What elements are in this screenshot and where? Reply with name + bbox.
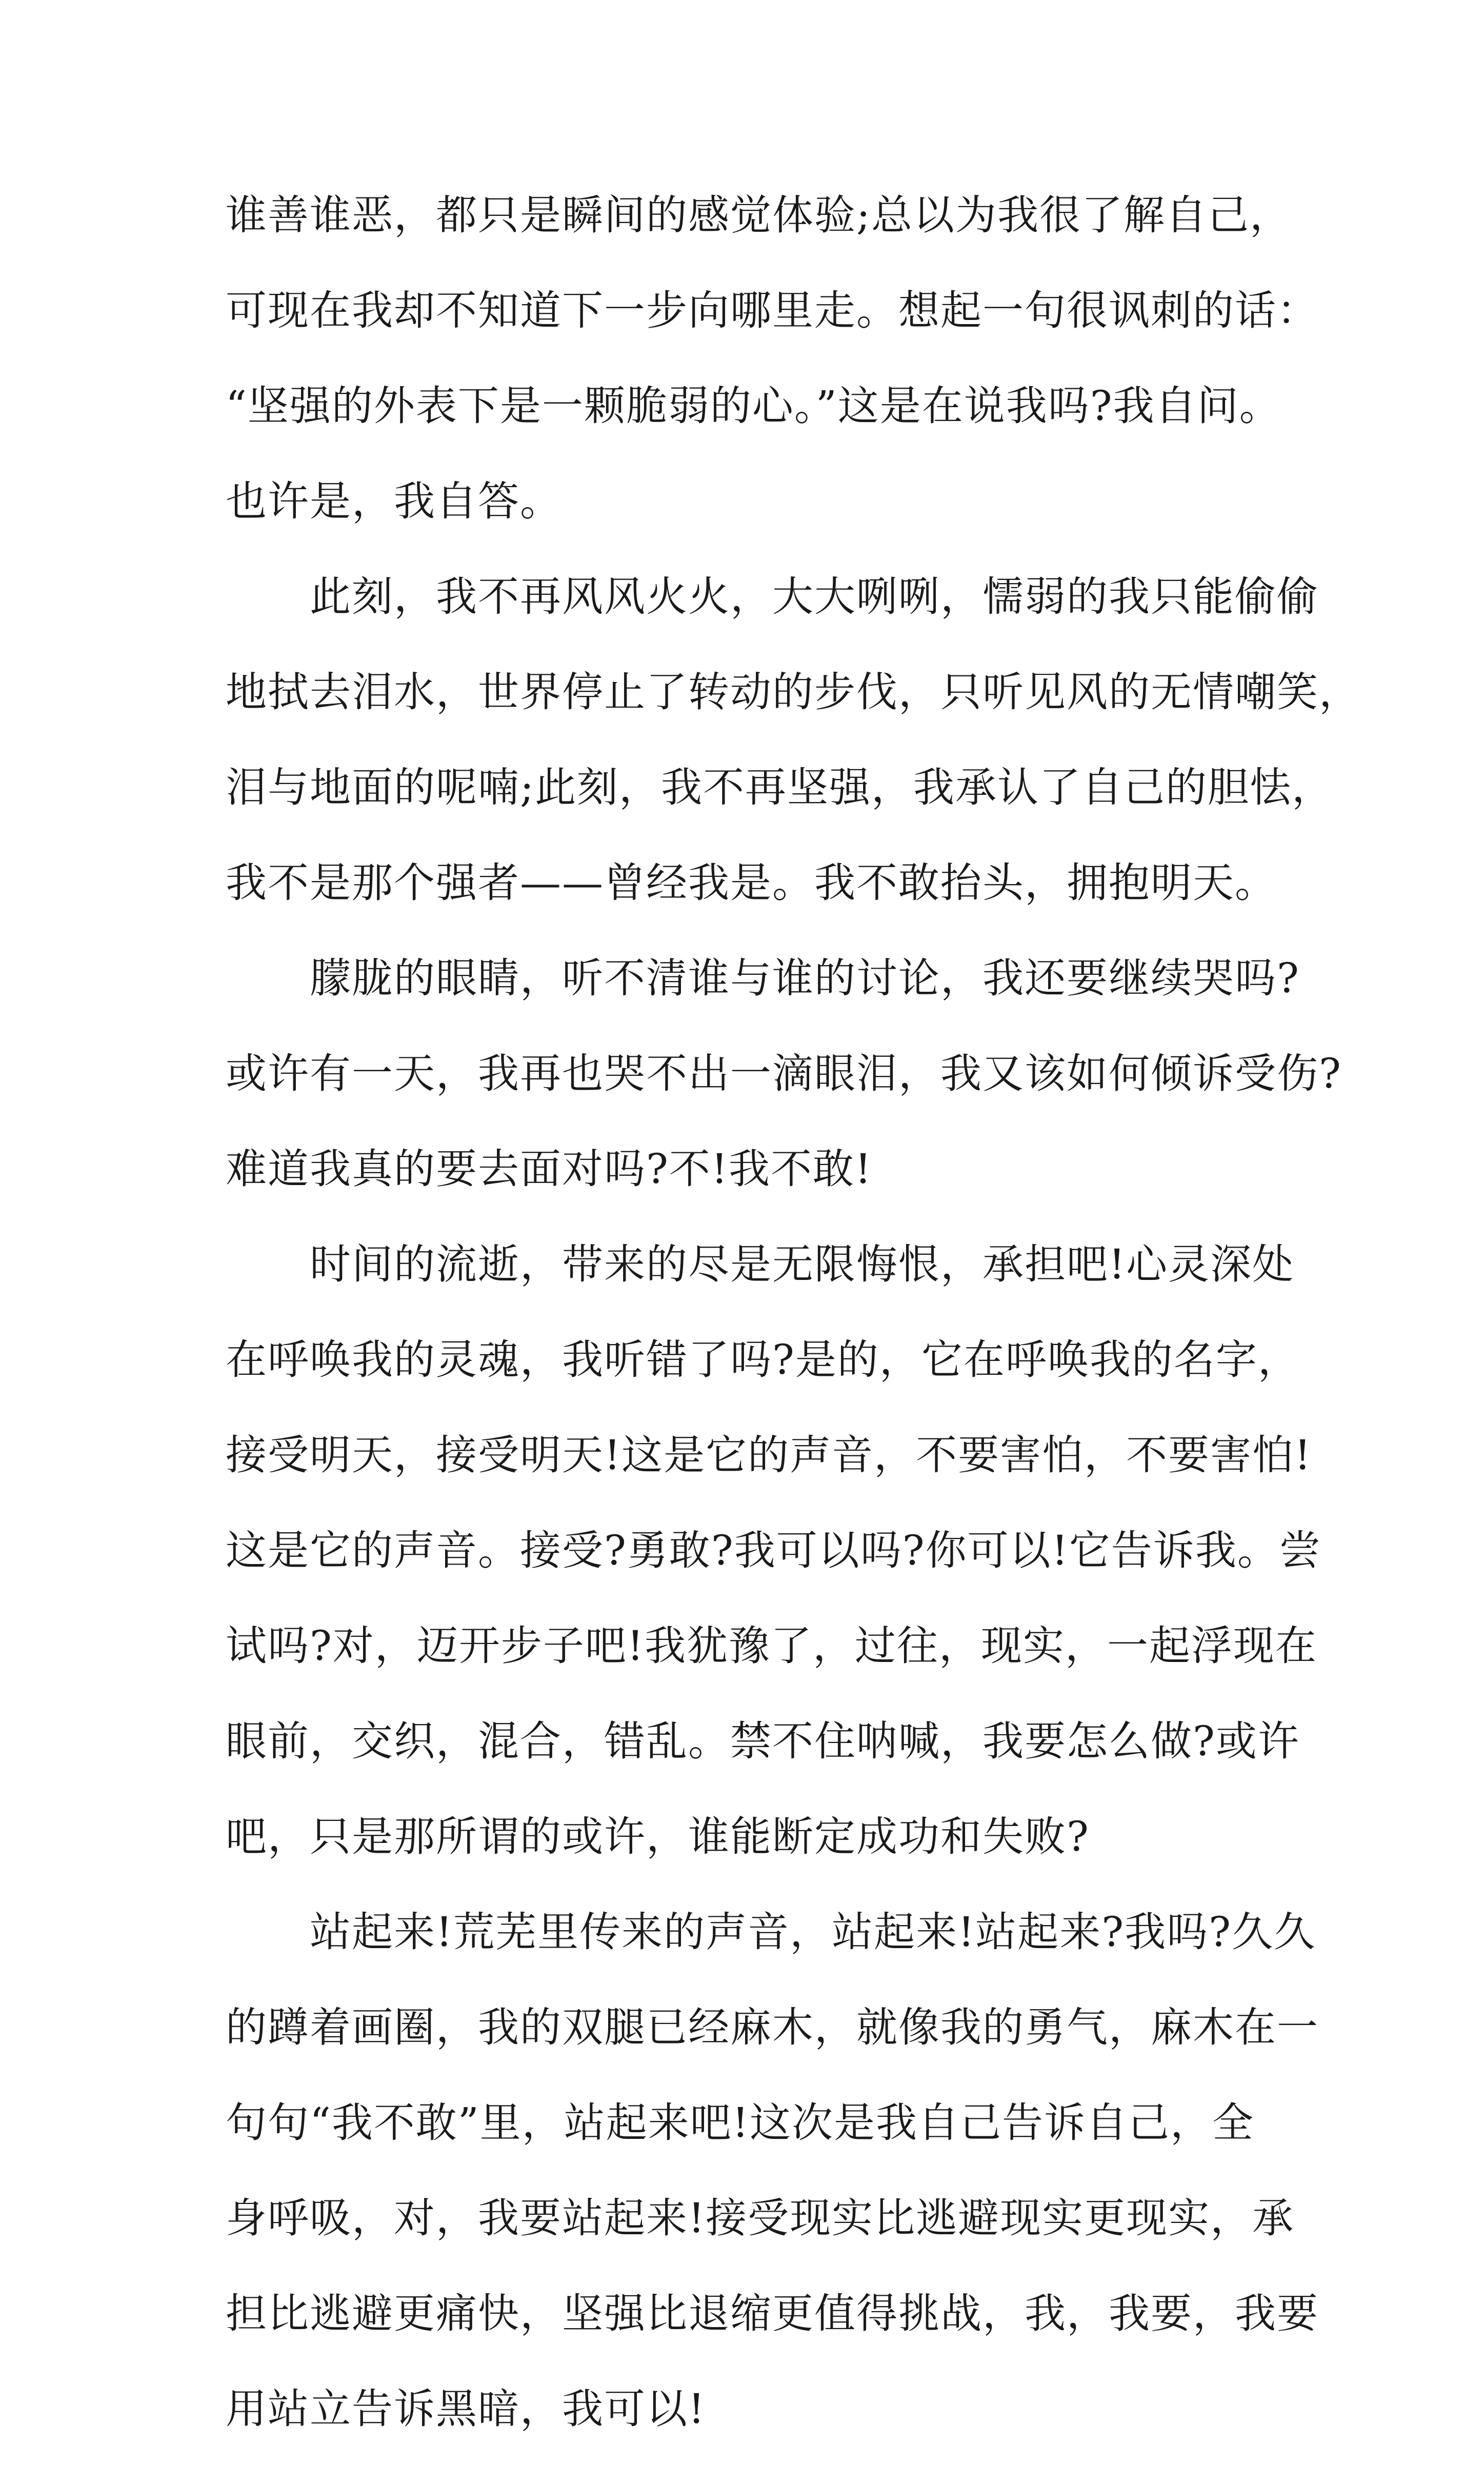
text-line: 也许是，我自答。 (226, 477, 562, 525)
text-line: 的蹲着画圈，我的双腿已经麻木，就像我的勇气，麻木在一 (226, 2004, 1319, 2051)
text-line: 时间的流逝，带来的尽是无限悔恨，承担吧!心灵深处 (226, 1240, 1295, 1288)
text-line: 眼前，交织，混合，错乱。禁不住呐喊，我要怎么做?或许 (226, 1717, 1300, 1765)
text-line: 句句“我不敢”里，站起来吧!这次是我自己告诉自己，全 (226, 2099, 1254, 2147)
document-body (226, 191, 1361, 2484)
text-line: 此刻，我不再风风火火，大大咧咧，懦弱的我只能偷偷 (226, 573, 1319, 620)
text-line: 在呼唤我的灵魂，我听错了吗?是的，它在呼唤我的名字， (226, 1336, 1300, 1384)
text-line: 泪与地面的呢喃;此刻，我不再坚强，我承认了自己的胆怯， (226, 764, 1334, 811)
text-line: 我不是那个强者——曾经我是。我不敢抬头，拥抱明天。 (226, 859, 1277, 907)
text-line: 站起来!荒芜里传来的声音，站起来!站起来?我吗?久久 (226, 1908, 1316, 1956)
text-line: 身呼吸，对，我要站起来!接受现实比逃避现实更现实，承 (226, 2194, 1295, 2242)
text-line: 这是它的声音。接受?勇敢?我可以吗?你可以!它告诉我。尝 (226, 1527, 1321, 1574)
text-line: 难道我真的要去面对吗?不!我不敢! (226, 1145, 873, 1193)
text-line: 试吗?对，迈开步子吧!我犹豫了，过往，现实，一起浮现在 (226, 1622, 1318, 1670)
text-line: 或许有一天，我再也哭不出一滴眼泪，我又该如何倾诉受伤? (226, 1050, 1342, 1097)
text-line: 地拭去泪水，世界停止了转动的步伐，只听见风的无情嘲笑， (226, 668, 1361, 716)
text-line: 朦胧的眼睛，听不清谁与谁的讨论，我还要继续哭吗? (226, 954, 1300, 1002)
text-line: 接受明天，接受明天!这是它的声音，不要害怕，不要害怕! (226, 1431, 1312, 1479)
text-line: 吧，只是那所谓的或许，谁能断定成功和失败? (226, 1813, 1090, 1860)
text-line: 谁善谁恶，都只是瞬间的感觉体验;总以为我很了解自己， (226, 191, 1292, 239)
text-line: 担比逃避更痛快，坚强比退缩更值得挑战，我，我要，我要 (226, 2290, 1319, 2337)
text-line: 用站立告诉黑暗，我可以! (226, 2385, 706, 2433)
text-line: “坚强的外表下是一颗脆弱的心。”这是在说我吗?我自问。 (226, 382, 1281, 430)
text-line: 可现在我却不知道下一步向哪里走。想起一句很讽刺的话： (226, 287, 1319, 334)
